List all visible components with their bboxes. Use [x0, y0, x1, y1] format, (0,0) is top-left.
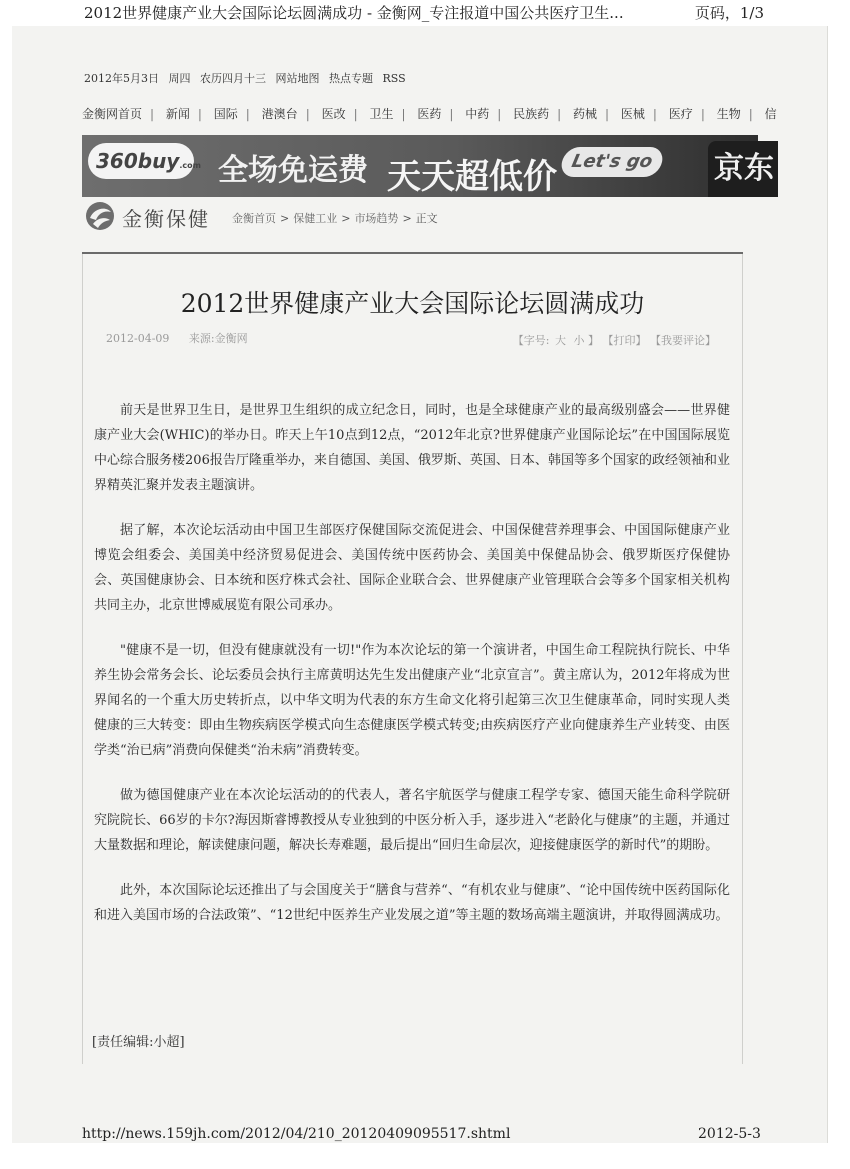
ad-cta-button[interactable]: Let's go	[559, 147, 665, 177]
nav-item-health[interactable]: 卫生	[369, 107, 394, 121]
nav-separator: |	[305, 107, 310, 121]
breadcrumb	[232, 210, 438, 226]
print-button[interactable]: 【打印】	[602, 334, 647, 347]
ad-logo-domain: .com	[179, 161, 201, 170]
current-date: 2012年5月3日	[84, 72, 159, 85]
article-paragraph: 前天是世界卫生日，是世界卫生组织的成立纪念日，同时，也是全球健康产业的最高级别盛会——世界健康产业大会(WHIC)的举办日。昨天上午10点到12点，“2012年北京?世界健康产业国际论坛”在中国国际展览中心综合服务楼206报告厅隆重举办，来自德国、美国、俄罗斯、英国、日本、韩国等多个国家的政经领袖和业界精英汇聚并发表主题演讲。	[94, 403, 730, 493]
nav-separator: |	[150, 107, 155, 121]
nav-separator: |	[401, 107, 406, 121]
font-size-close: 】	[588, 334, 599, 347]
article-meta	[106, 330, 264, 346]
content-border-left	[82, 254, 83, 1064]
article-source: 来源:金衡网	[188, 332, 248, 345]
comment-button[interactable]: 【我要评论】	[650, 334, 716, 347]
font-size-large-button[interactable]: 大	[555, 334, 566, 347]
font-size-label: 【字号:	[512, 334, 550, 347]
nav-item-healthcare[interactable]: 医疗	[668, 107, 693, 121]
page-number: 页码，1/3	[694, 4, 764, 22]
ad-logo	[88, 143, 201, 179]
nav-item-medicine[interactable]: 医药	[417, 107, 442, 121]
article-paragraph: "健康不是一切，但没有健康就没有一切!"作为本次论坛的第一个演讲者，中国生命工程院执行院长、中华养生协会常务会长、论坛委员会执行主席黄明达先生发出健康产业“北京宣言”。黄主席认为，2012年将成为世界闻名的一个重大历史转折点，以中华文明为代表的东方生命文化将引起第三次卫生健康革命，同时实现人类健康的三大转变：即由生物疾病医学模式向生态健康医学模式转变;由疾病医疗产业向健康养生产业转变、由医学类“治已病”消费向保健类“治未病”消费转变。	[94, 643, 730, 758]
nav-separator: |	[700, 107, 705, 121]
brand-name: 金衡保健	[122, 207, 210, 231]
font-size-small-button[interactable]: 小	[573, 334, 585, 347]
nav-item-international[interactable]: 国际	[213, 107, 238, 121]
article-title: 2012世界健康产业大会国际论坛圆满成功	[180, 289, 645, 318]
breadcrumb-market-trends[interactable]: 市场趋势	[354, 212, 399, 225]
dateline	[84, 70, 412, 86]
ad-banner[interactable]	[82, 135, 774, 197]
lunar-date: 农历四月十三	[200, 72, 266, 85]
header-divider	[82, 252, 743, 254]
responsible-editor: [责任编辑:小超]	[92, 1035, 185, 1050]
nav-item-truncated[interactable]: 信	[764, 107, 777, 121]
nav-separator: |	[353, 107, 358, 121]
nav-separator: |	[557, 107, 562, 121]
ad-slogan-free-shipping: 全场免运费	[218, 153, 368, 188]
nav-item-pharma-equipment[interactable]: 药械	[573, 107, 598, 121]
brand-swirl-icon	[84, 200, 116, 232]
rss-link[interactable]: RSS	[382, 72, 406, 85]
print-footer-url: http://news.159jh.com/2012/04/210_20120409095517.shtml	[82, 1126, 511, 1142]
nav-separator: |	[605, 107, 610, 121]
breadcrumb-arrow: >	[402, 212, 412, 225]
breadcrumb-health-industry[interactable]: 保健工业	[293, 212, 338, 225]
breadcrumb-arrow: >	[280, 212, 290, 225]
ad-logo-text: 360buy	[96, 149, 180, 173]
weekday: 周四	[168, 72, 191, 85]
nav-separator: |	[197, 107, 202, 121]
nav-item-tcm[interactable]: 中药	[465, 107, 490, 121]
content-border-right	[742, 254, 743, 1064]
article-body	[94, 398, 730, 928]
article-date: 2012-04-09	[106, 332, 170, 345]
main-nav	[82, 105, 777, 125]
nav-separator: |	[748, 107, 753, 121]
article-paragraph: 此外，本次国际论坛还推出了与会国度关于“膳食与营养“、“有机农业与健康”、“论中国传统中医药国际化和进入美国市场的合法政策”、“12世纪中医养生产业发展之道”等主题的数场高端主题演讲，并取得圆满成功。	[94, 883, 730, 923]
nav-item-medical-devices[interactable]: 医械	[620, 107, 645, 121]
nav-item-biology[interactable]: 生物	[716, 107, 741, 121]
breadcrumb-home[interactable]: 金衡首页	[232, 212, 276, 225]
breadcrumb-arrow: >	[341, 212, 351, 225]
print-header-title: 2012世界健康产业大会国际论坛圆满成功 - 金衡网_专注报道中国公共医疗卫生...	[84, 4, 624, 22]
nav-item-news[interactable]: 新闻	[165, 107, 190, 121]
nav-item-ethnic-medicine[interactable]: 民族药	[513, 107, 550, 121]
article-paragraph: 做为德国健康产业在本次论坛活动的的代表人，著名宇航医学与健康工程学专家、德国天能生命科学院研究院院长、66岁的卡尔?海因斯睿博教授从专业独到的中医分析入手，逐步进入“老龄化与健康”的主题，并通过大量数据和理论，解读健康问题，解决长寿难题，最后提出“回归生命层次，迎接健康医学的新时代”的期盼。	[94, 788, 730, 853]
site-map-link[interactable]: 网站地图	[275, 72, 320, 85]
nav-separator: |	[449, 107, 454, 121]
nav-separator: |	[497, 107, 502, 121]
nav-separator: |	[245, 107, 250, 121]
hot-topics-link[interactable]: 热点专题	[329, 72, 373, 85]
nav-item-medical-reform[interactable]: 医改	[321, 107, 346, 121]
nav-item-home[interactable]: 金衡网首页	[82, 107, 143, 121]
ad-side-logo: 京东	[708, 141, 778, 197]
nav-item-hk-macau-taiwan[interactable]: 港澳台	[261, 107, 298, 121]
breadcrumb-current: 正文	[415, 212, 438, 225]
print-footer-date: 2012-5-3	[698, 1126, 761, 1142]
print-header	[84, 2, 764, 24]
article-tools	[513, 332, 716, 348]
nav-separator: |	[652, 107, 657, 121]
article-paragraph: 据了解，本次论坛活动由中国卫生部医疗保健国际交流促进会、中国保健营养理事会、中国国际健康产业博览会组委会、美国美中经济贸易促进会、美国传统中医药协会、美国美中保健品协会、俄罗斯医疗保健协会、英国健康协会、日本统和医疗株式会社、国际企业联合会、世界健康产业管理联合会等多个国家相关机构共同主办，北京世博威展览有限公司承办。	[94, 523, 730, 613]
ad-slogan-low-price: 天天超低价	[387, 157, 557, 197]
